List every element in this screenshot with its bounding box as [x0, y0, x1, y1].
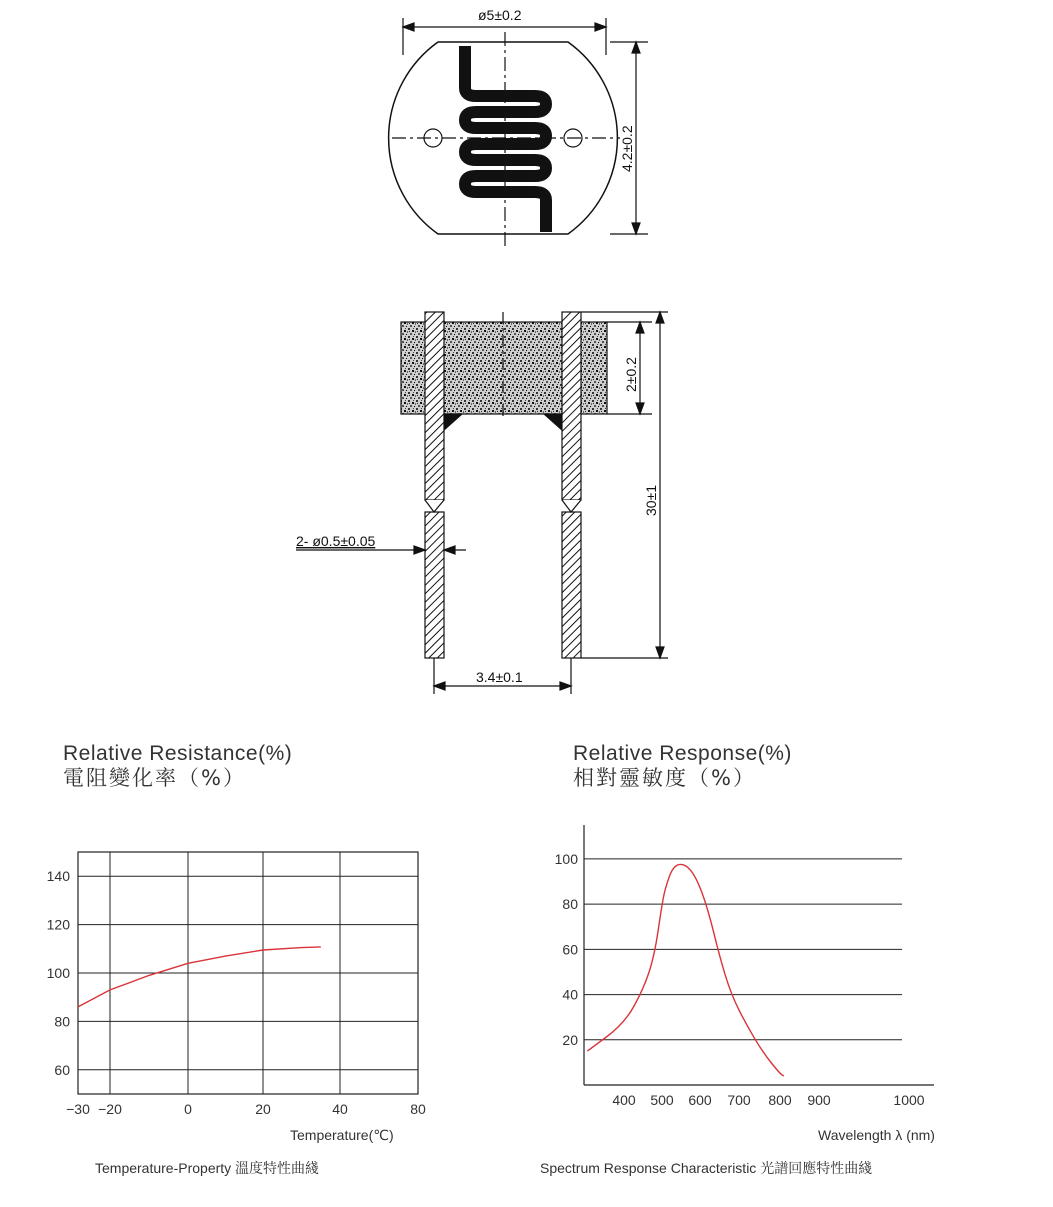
- side-view: [296, 312, 668, 694]
- chart2-y-tick-label: 60: [562, 941, 578, 958]
- chart2-x-tick-label: 600: [688, 1092, 712, 1108]
- chart1-x-tick-label: −30: [66, 1101, 90, 1117]
- lead-spacing-label: 3.4±0.1: [476, 669, 523, 685]
- top-width-label: ø5±0.2: [478, 7, 522, 23]
- chart1-caption: Temperature-Property 溫度特性曲綫: [95, 1160, 320, 1176]
- chart2-title: [573, 742, 792, 790]
- chart1-x-tick-label: −20: [98, 1101, 122, 1117]
- chart2-series-line: [587, 864, 784, 1076]
- chart1-title: [63, 742, 292, 790]
- chart1-y-tick-label: 100: [46, 965, 70, 981]
- chart2-caption: Spectrum Response Characteristic 光譜回應特性曲綫: [540, 1160, 873, 1176]
- chart2-y-tick-label: 80: [562, 896, 578, 913]
- chart2-xlabel: Wavelength λ (nm): [818, 1127, 935, 1143]
- chart2-x-tick-label: 900: [807, 1092, 831, 1108]
- chart2-y-tick-label: 100: [554, 850, 578, 867]
- chart1-x-tick-label: 0: [184, 1101, 192, 1117]
- chart2-x-tick-label: 800: [768, 1092, 792, 1108]
- chart1-title-en: Relative Resistance(%): [63, 742, 293, 765]
- top-view: [389, 18, 648, 248]
- chart1-y-tick-label: 140: [46, 868, 70, 885]
- chart2-title-zh: 相對靈敏度（%）: [573, 766, 756, 790]
- top-height-label: 4.2±0.2: [619, 125, 635, 172]
- spectrum-chart: [540, 815, 950, 1120]
- chart2-y-tick-label: 40: [562, 986, 578, 1003]
- body-height-label: 2±0.2: [623, 357, 639, 392]
- chart1-x-tick-label: 20: [255, 1101, 271, 1117]
- chart2-x-tick-label: 700: [727, 1092, 751, 1108]
- chart1-x-tick-label: 80: [410, 1101, 426, 1117]
- chart2-x-tick-label: 400: [612, 1092, 636, 1108]
- chart2-x-tick-label: 1000: [893, 1092, 925, 1108]
- chart1-xlabel: Temperature(℃): [290, 1127, 394, 1143]
- temperature-chart: [20, 840, 450, 1120]
- chart1-y-tick-label: 60: [54, 1061, 70, 1078]
- lead-length-label: 30±1: [643, 484, 659, 516]
- chart2-y-tick-label: 20: [562, 1031, 578, 1048]
- chart1-series-line: [78, 947, 321, 1007]
- chart1-y-tick-label: 80: [54, 1013, 70, 1030]
- chart1-y-tick-label: 120: [46, 916, 70, 933]
- chart2-title-en: Relative Response(%): [573, 742, 792, 765]
- chart1-x-tick-label: 40: [332, 1101, 348, 1117]
- lead-diameter-label: 2- ø0.5±0.05: [296, 533, 376, 549]
- chart1-title-zh: 電阻變化率（%）: [63, 766, 246, 790]
- chart2-x-tick-label: 500: [650, 1092, 674, 1108]
